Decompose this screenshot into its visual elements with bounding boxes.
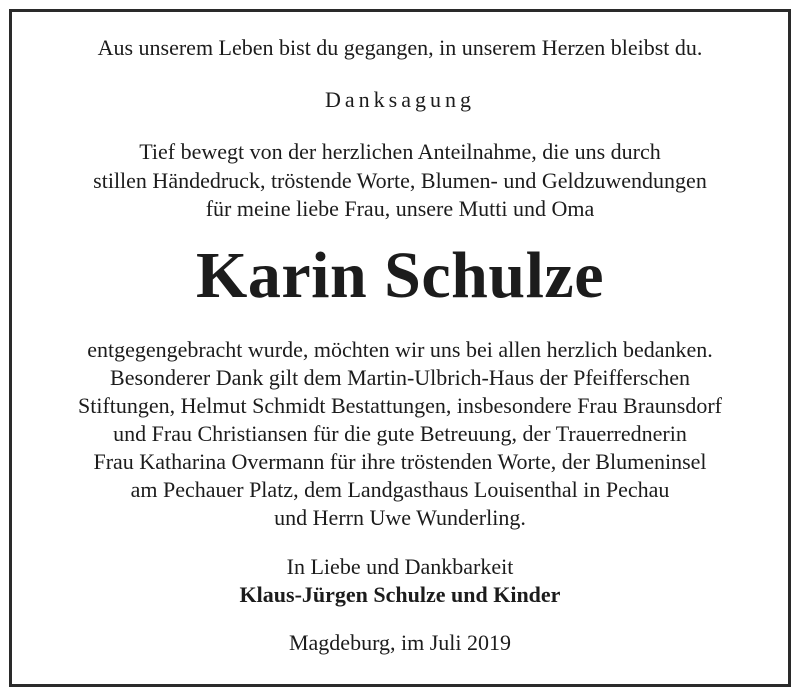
signatories: Klaus-Jürgen Schulze und Kinder: [239, 582, 561, 607]
closing-line: In Liebe und Dankbarkeit: [286, 554, 514, 579]
body-line: und Frau Christiansen für die gute Betreuung, der Trauerrednerin: [113, 421, 687, 446]
body-line: Stiftungen, Helmut Schmidt Bestattungen, insbesondere Frau Braunsdorf: [77, 393, 722, 418]
deceased-name: Karin Schulze: [195, 239, 604, 312]
notice-heading: Danksagung: [325, 87, 475, 112]
place-date: Magdeburg, im Juli 2019: [288, 630, 512, 655]
body-line: am Pechauer Platz, dem Landgasthaus Louisenthal in Pechau: [130, 477, 670, 502]
body-line: und Herrn Uwe Wunderling.: [274, 505, 526, 530]
intro-line: stillen Händedruck, tröstende Worte, Blumen- und Geldzuwendungen: [93, 168, 707, 193]
motto-line: Aus unserem Leben bist du gegangen, in unserem Herzen bleibst du.: [97, 35, 703, 60]
intro-line: für meine liebe Frau, unsere Mutti und Oma: [205, 196, 595, 221]
body-line: entgegengebracht wurde, möchten wir uns bei allen herzlich bedanken.: [87, 337, 713, 362]
body-line: Besonderer Dank gilt dem Martin-Ulbrich-Haus der Pfeifferschen: [110, 365, 690, 390]
body-line: Frau Katharina Overmann für ihre tröstenden Worte, der Blumeninsel: [93, 449, 707, 474]
intro-line: Tief bewegt von der herzlichen Anteilnahme, die uns durch: [139, 139, 661, 164]
